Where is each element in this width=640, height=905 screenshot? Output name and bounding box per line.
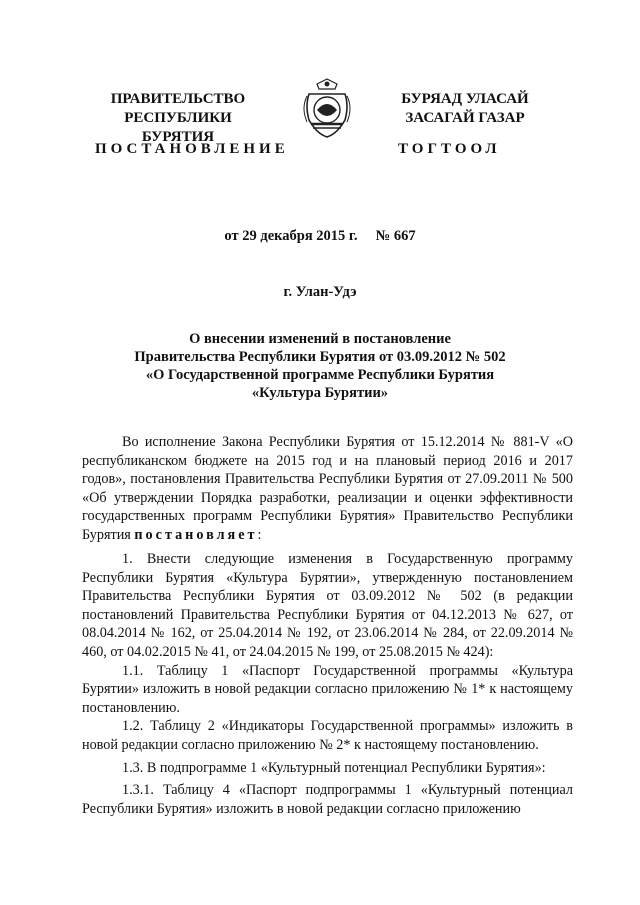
document-type-bua: ТОГТООЛ	[398, 141, 501, 157]
decree-number: № 667	[375, 228, 416, 244]
decree-subject	[0, 330, 640, 402]
decree-items	[82, 550, 573, 818]
document-type-ru: ПОСТАНОВЛЕНИЕ	[95, 141, 289, 157]
buryat-government-label: БУРЯАД УЛАСАЙ	[401, 91, 529, 107]
coat-of-arms-icon	[297, 76, 357, 140]
subject-line-3: «О Государственной программе Республики Бурятия	[145, 367, 495, 383]
subject-line-1: О внесении изменений в постановление	[189, 331, 451, 347]
government-label: ПРАВИТЕЛЬСТВО	[110, 91, 246, 107]
subject-line-4: «Культура Бурятии»	[251, 385, 389, 401]
decrees-word: постановляет	[134, 526, 258, 543]
preamble-text: Во исполнение Закона Республики Бурятия от 15.12.2014 № 881-V «О республиканском бюджете на 2015 год и на плановый период 2016 и 2017 годов», постановления Правительства Республики Бурятия от 27.09.2011 № 500 «Об утверждении Порядка разработки, реализации и оценки эффективности государственных программ Республики Бурятия» Правительство Республики Бурятия	[82, 434, 573, 543]
decree-date-line	[0, 228, 640, 245]
decree-date: от 29 декабря 2015 г.	[224, 228, 358, 244]
buryat-republic-label: ЗАСАГАЙ ГАЗАР	[405, 110, 525, 126]
header-right	[390, 90, 540, 128]
subject-line-2: Правительства Республики Бурятия от 03.09.2012 № 502	[134, 349, 506, 365]
item-1-2: 1.2. Таблицу 2 «Индикаторы Государственной программы» изложить в новой редакции согласно приложению № 2* к настоящему постановлению.	[82, 718, 573, 753]
item-1: 1. Внести следующие изменения в Государственную программу Республики Бурятия «Культура Бурятии», утвержденную постановлением Правительства Республики Бурятия от 03.09.2012 № 502 (в редакции постановлений Правительства Республики Бурятия от 04.12.2013 № 627, от 08.04.2014 № 162, от 25.04.2014 № 192, от 23.06.2014 № 284, от 22.09.2014 № 460, от 04.02.2015 № 41, от 24.04.2015 № 199, от 25.08.2015 № 424):	[82, 551, 573, 660]
item-1-1: 1.1. Таблицу 1 «Паспорт Государственной программы «Культура Бурятии» изложить в новой редакции согласно приложению № 1* к настоящему постановлению.	[82, 662, 573, 716]
preamble-paragraph	[82, 433, 573, 545]
preamble-colon: :	[257, 526, 262, 543]
item-1-3: 1.3. В подпрограмме 1 «Культурный потенциал Республики Бурятия»:	[122, 759, 546, 776]
decree-city: г. Улан-Удэ	[283, 284, 357, 300]
header-left	[88, 90, 268, 147]
republic-label: РЕСПУБЛИКИ БУРЯТИЯ	[124, 110, 232, 145]
item-1-3-1: 1.3.1. Таблицу 4 «Паспорт подпрограммы 1 «Культурный потенциал Республики Бурятия» изложить в новой редакции согласно приложению	[82, 782, 573, 817]
